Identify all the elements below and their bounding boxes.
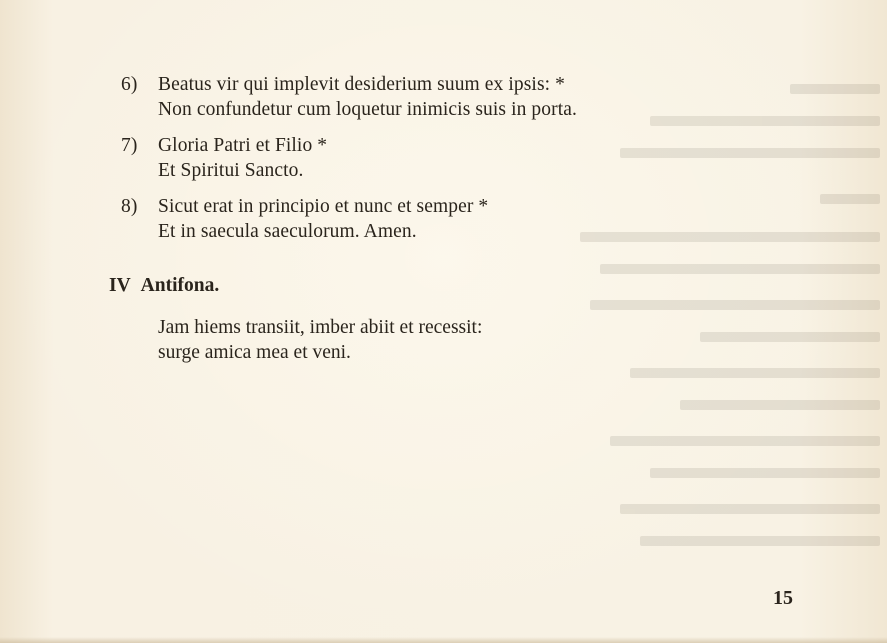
verse-6 <box>121 72 577 122</box>
antiphon-text <box>158 315 482 365</box>
section-title: Antifona. <box>140 275 220 296</box>
antiphon-line: surge amica mea et veni. <box>158 342 351 363</box>
verse-number: 7) <box>121 135 138 156</box>
verse-8 <box>121 194 488 244</box>
verse-line: Gloria Patri et Filio * <box>158 135 328 156</box>
verse-number: 6) <box>121 74 138 95</box>
section-heading <box>109 273 219 298</box>
verse-line: Et in saecula saeculorum. Amen. <box>158 221 417 242</box>
bleed-through-texture <box>560 76 880 556</box>
verse-line: Non confundetur cum loquetur inimicis suis in porta. <box>158 99 577 120</box>
verse-7 <box>121 133 327 183</box>
verse-line: Beatus vir qui implevit desiderium suum ex ipsis: * <box>158 74 565 95</box>
verse-number: 8) <box>121 196 138 217</box>
antiphon-line: Jam hiems transiit, imber abiit et recessit: <box>158 317 483 338</box>
section-roman-numeral: IV <box>109 275 131 296</box>
page-edge <box>0 637 887 643</box>
page-number: 15 <box>773 587 793 609</box>
verse-line: Et Spiritui Sancto. <box>158 160 304 181</box>
verse-line: Sicut erat in principio et nunc et semper * <box>158 196 489 217</box>
